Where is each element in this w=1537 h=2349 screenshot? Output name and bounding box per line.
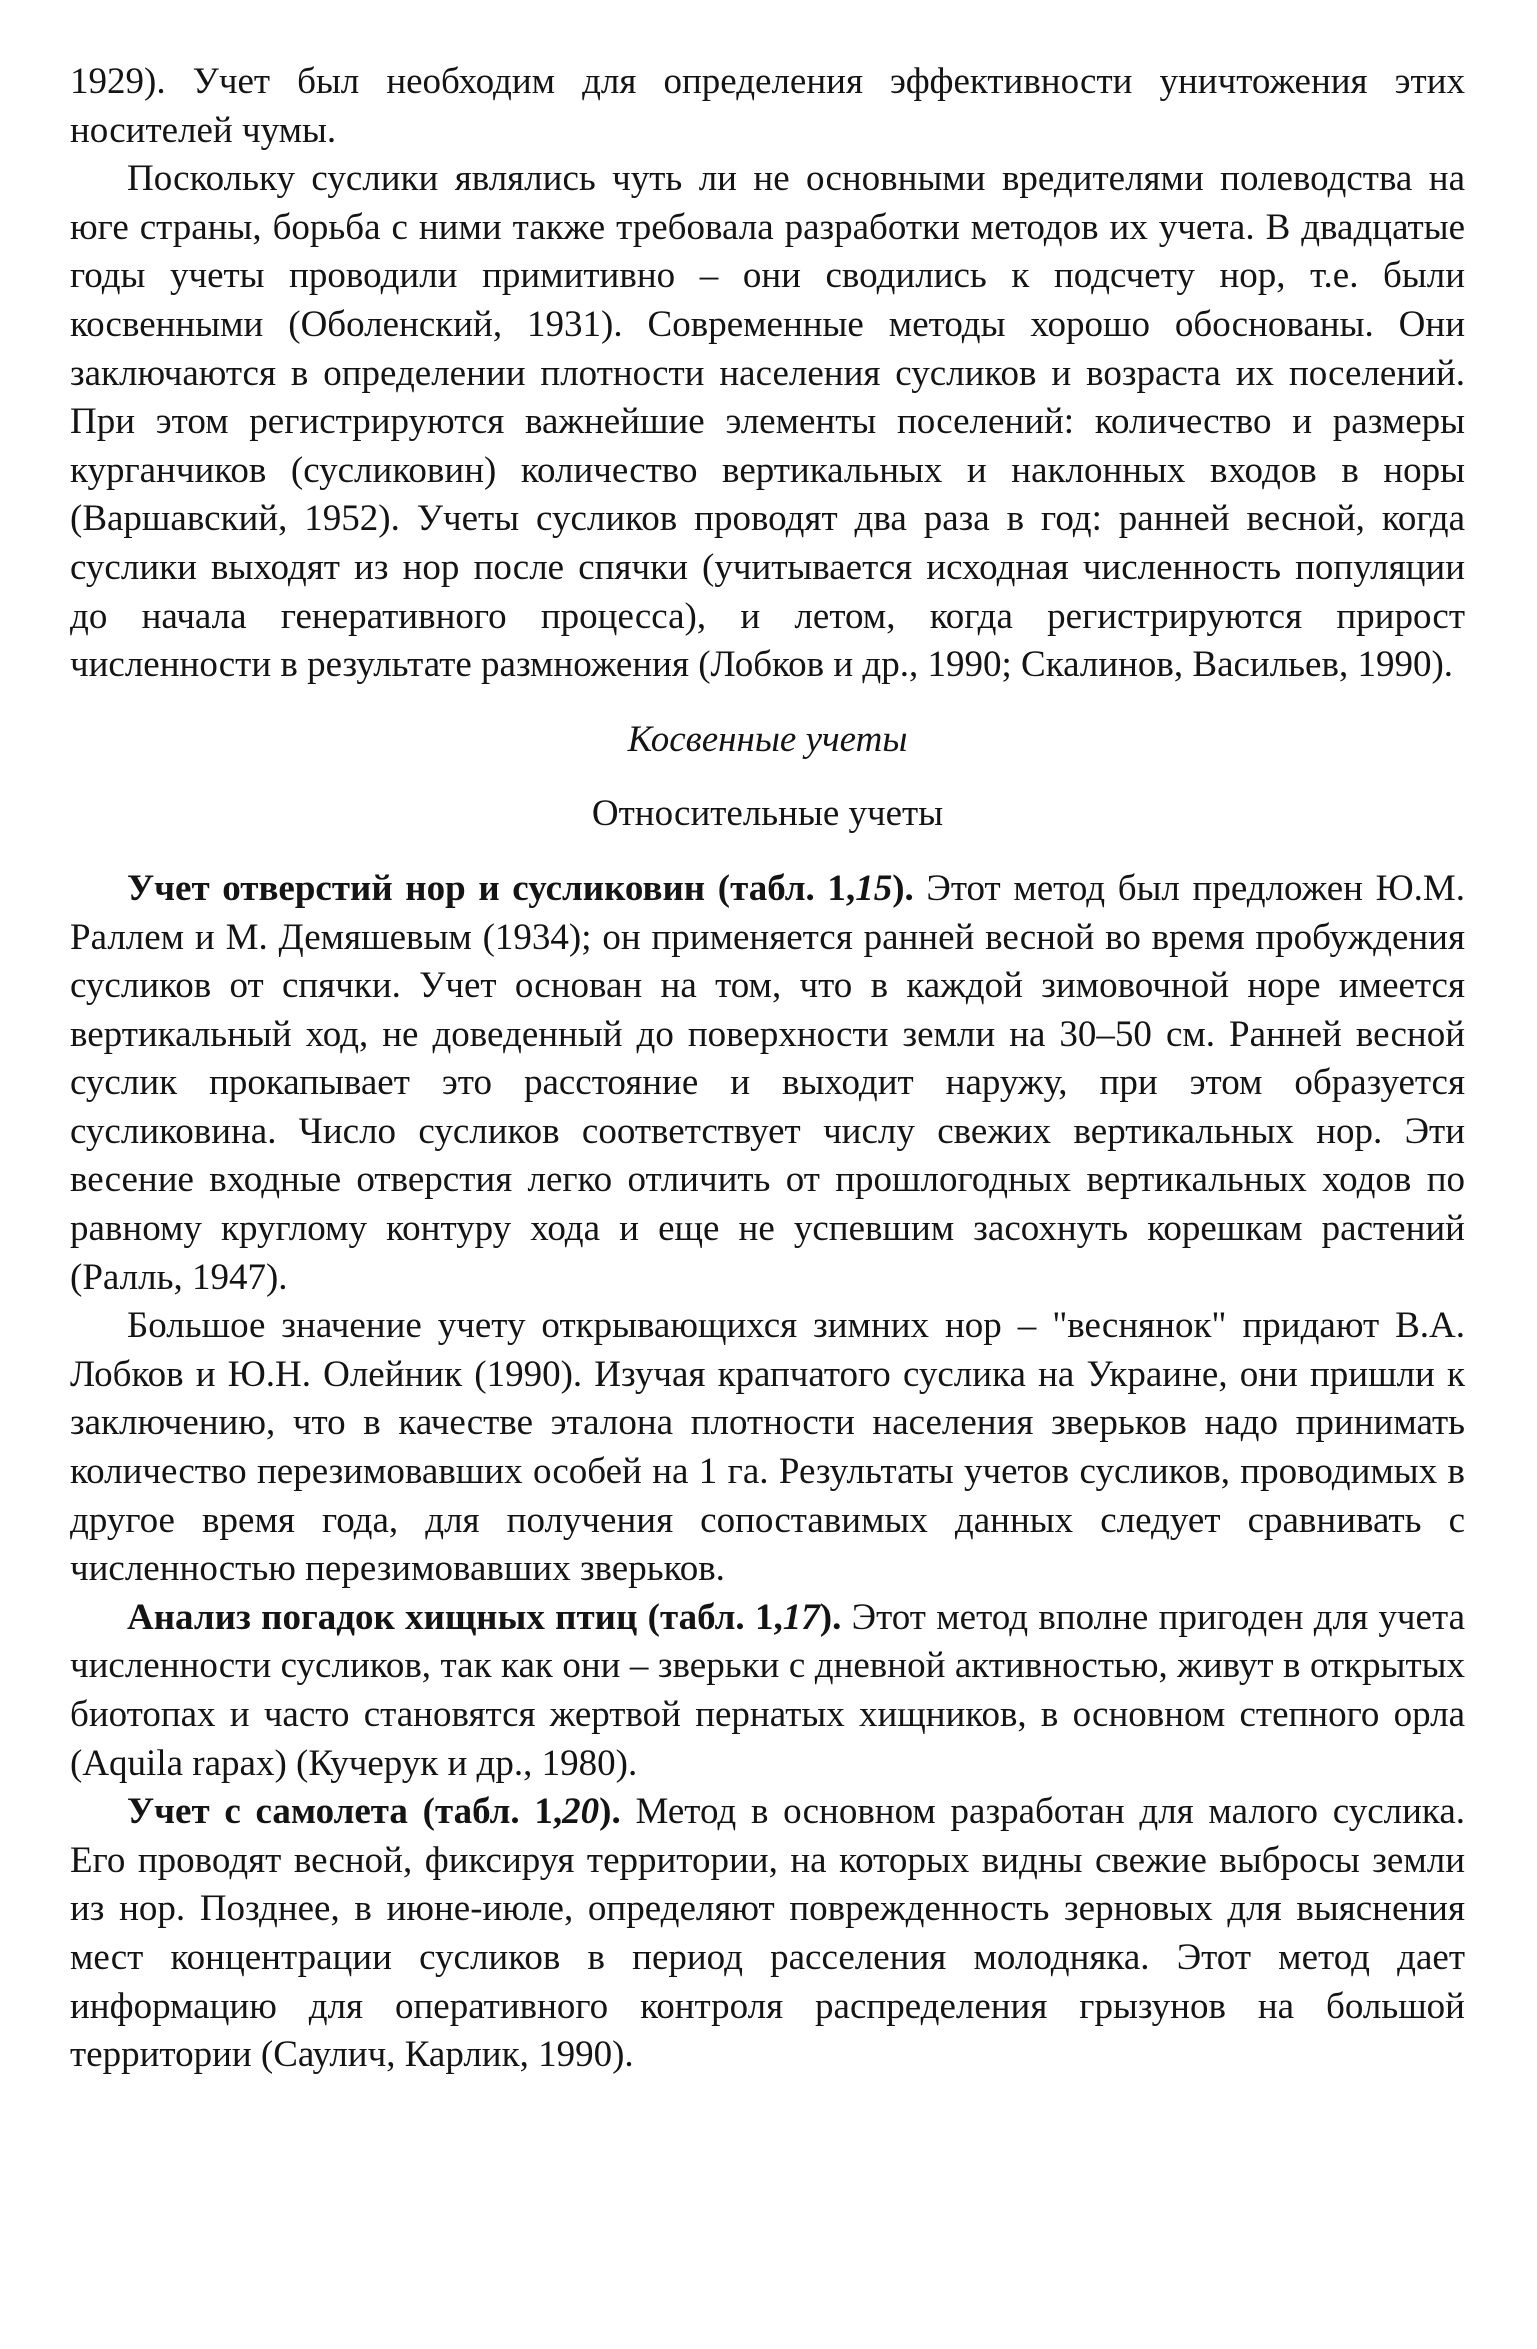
section-heading-indirect-counts: Косвенные учеты xyxy=(627,718,908,760)
paragraph-burrow-count: Учет отверстий нор и сусликовин (табл. 1,15). Этот метод был предложен Ю.М. Раллем и М. Демяшевым (1934); он применяется ранней весной во время пробуждения сусликов от спячки. Учет основан на том, что в каждой зимовочной норе имеется вертикальный ход, не доведенный до поверхности земли на 30–50 см. Ранней весной суслик прокапывает это расстояние и выходит наружу, при этом образуется сусликовина. Число сусликов соответствует числу свежих вертикальных нор. Эти весение входные отверстия легко отличить от прошлогодных вертикальных ходов по равному круглому контуру хода и еще не успевшим засохнуть корешкам растений (Ралль, 1947). xyxy=(70,867,1466,1298)
paragraph-pellet-analysis: Анализ погадок хищных птиц (табл. 1,17). Этот метод вполне пригоден для учета численности сусликов, так как они – зверьки с дневной активностью, живут в открытых биотопах и часто становятся жертвой пернатых хищников, в основном степного орла (Aquila rapax) (Кучерук и др., 1980). xyxy=(70,1596,1466,1784)
paragraph-continuation: 1929). Учет был необходим для определения эффективности уничтожения этих носителей чумы. xyxy=(70,61,1465,151)
subsection-heading-relative-counts: Относительные учеты xyxy=(591,793,944,835)
document-page xyxy=(70,58,1465,2080)
method-title-pellet-analysis: Анализ погадок хищных птиц (табл. 1,17). xyxy=(127,1596,842,1638)
paragraph-vesnyanki: Большое значение учету открывающихся зимних нор – "веснянок" придают В.А. Лобков и Ю.Н. Олейник (1990). Изучая крапчатого суслика на Украине, они пришли к заключению, что в качестве эталона плотности населения зверьков надо принимать количество перезимовавших особей на 1 га. Результаты учетов сусликов, проводимых в другое время года, для получения сопоставимых данных следует сравнивать с численностью перезимовавших зверьков. xyxy=(70,1305,1465,1590)
method-title-burrow-count: Учет отверстий нор и сусликовин (табл. 1,15). xyxy=(127,867,914,909)
method-title-aerial-count: Учет с самолета (табл. 1,20). xyxy=(127,1791,621,1833)
paragraph-aerial-count: Учет с самолета (табл. 1,20). Метод в основном разработан для малого суслика. Его проводят весной, фиксируя территории, на которых видны свежие выбросы земли из нор. Позднее, в июне-июле, определяют поврежденность зерновых для выяснения мест концентрации сусликов в период расселения молодняка. Этот метод дает информацию для оперативного контроля распределения грызунов на большой территории (Саулич, Карлик, 1990). xyxy=(70,1791,1466,2076)
paragraph-suslik-pests: Поскольку суслики являлись чуть ли не основными вредителями полеводства на юге страны, борьба с ними также требовала разработки методов их учета. В двадцатые годы учеты проводили примитивно – они сводились к подсчету нор, т.е. были косвенными (Оболенский, 1931). Современные методы хорошо обоснованы. Они заключаются в определении плотности населения сусликов и возраста их поселений. При этом регистрируются важнейшие элементы поселений: количество и размеры курганчиков (сусликовин) количество вертикальных и наклонных входов в норы (Варшавский, 1952). Учеты сусликов проводят два раза в год: ранней весной, когда суслики выходят из нор после спячки (учитывается исходная численность популяции до начала генеративного процесса), и летом, когда регистрируются прирост численности в результате размножения (Лобков и др., 1990; Скалинов, Васильев, 1990). xyxy=(70,158,1465,686)
